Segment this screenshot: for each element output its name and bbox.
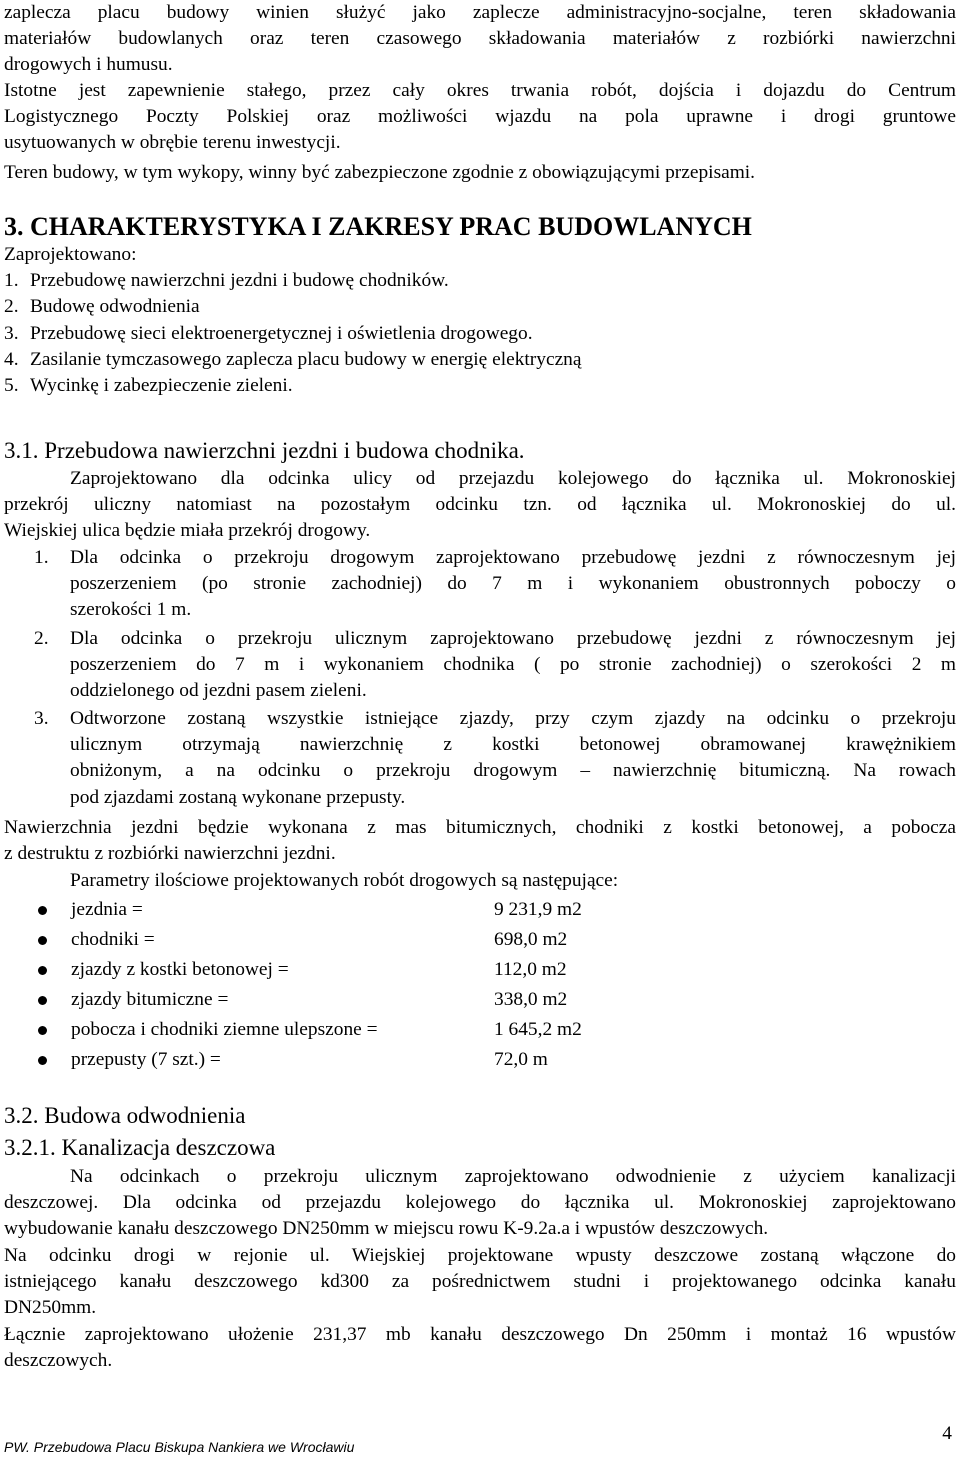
section-3-list <box>4 242 956 399</box>
point-number: 3. <box>34 708 49 729</box>
text-line: szerokości 1 m. <box>70 599 192 621</box>
text-line: Istotne jest zapewnienie stałego, przez cały okres trwania robót, dojścia i dojazdu do Centrum <box>4 80 956 101</box>
list-item <box>4 985 960 1015</box>
text-line: Dla odcinka o przekroju ulicznym zaprojektowano przebudowę jezdni z równoczesnym jej <box>70 628 956 649</box>
page-number: 4 <box>942 1423 952 1444</box>
list-item <box>4 321 956 347</box>
list-text: Budowę odwodnienia <box>30 296 200 318</box>
page-footer: PW. Przebudowa Placu Biskupa Nankiera we Wrocławiu <box>4 1439 355 1455</box>
text-line: przekrój uliczny natomiast na pozostałym odcinku tzn. od łącznika ul. Mokronoskiej do ul. <box>4 494 956 516</box>
text-line: Parametry ilościowe projektowanych robót drogowych są następujące: <box>70 870 619 891</box>
text-line: Odtworzone zostaną wszystkie istniejące zjazdy, przy czym zjazdy na odcinku o przekroju <box>70 708 956 729</box>
list-item <box>4 1015 960 1045</box>
param-label: chodniki = <box>71 929 155 950</box>
param-value: 338,0 m2 <box>494 989 568 1010</box>
text-line: DN250mm. <box>4 1297 97 1319</box>
text-line: oddzielonego od jezdni pasem zieleni. <box>70 680 367 702</box>
param-label: pobocza i chodniki ziemne ulepszone = <box>71 1019 378 1040</box>
drainage-paragraph-1 <box>4 1164 956 1243</box>
param-value: 112,0 m2 <box>494 959 567 980</box>
text-line: Łącznie zaprojektowano ułożenie 231,37 mb kanału deszczowego Dn 250mm i montaż 16 wpustów <box>4 1324 956 1345</box>
list-number: 5. <box>4 375 19 397</box>
text-line: Teren budowy, w tym wykopy, winny być zabezpieczone zgodnie z obowiązującymi przepisami. <box>4 162 756 183</box>
text-line: Zaprojektowano dla odcinka ulicy od przejazdu kolejowego do łącznika ul. Mokronoskiej <box>70 468 956 489</box>
intro-paragraph-3 <box>4 160 956 186</box>
section-3-1-intro <box>4 466 956 545</box>
point-item <box>4 545 956 624</box>
param-label: zjazdy bitumiczne = <box>71 989 229 1010</box>
drainage-paragraph-3 <box>4 1322 956 1374</box>
text-line: poszerzeniem (po stronie zachodniej) do 7 m i wykonaniem obustronnych poboczy o <box>70 573 956 595</box>
list-text: Przebudowę nawierzchni jezdni i budowę chodników. <box>30 270 449 292</box>
text-line: istniejącego kanału deszczowego kd300 za pośrednictwem studni i projektowanego odcinka kanału <box>4 1271 956 1293</box>
bullet-icon <box>38 1056 47 1065</box>
text-line: Logistycznego Poczty Polskiej oraz możliwości wjazdu na pola uprawne i drogi gruntowe <box>4 106 956 128</box>
text-line: drogowych i humusu. <box>4 54 173 76</box>
params-lead <box>4 868 956 894</box>
bullet-icon <box>38 966 47 975</box>
list-lead-text: Zaprojektowano: <box>4 244 137 265</box>
section-3-2-heading: 3.2. Budowa odwodnienia <box>4 1103 246 1128</box>
point-item <box>4 626 956 705</box>
text-line: Nawierzchnia jezdni będzie wykonana z mas bitumicznych, chodniki z kostki betonowej, a pobocza <box>4 817 956 838</box>
list-item <box>4 925 960 955</box>
text-line: Wiejskiej ulica będzie miała przekrój drogowy. <box>4 520 371 542</box>
list-item <box>4 955 960 985</box>
text-line: usytuowanych w obrębie terenu inwestycji. <box>4 132 341 154</box>
point-number: 2. <box>34 628 49 649</box>
text-line: obniżonym, a na odcinku o przekroju drogowym – nawierzchnię bitumiczną. Na rowach <box>70 760 956 782</box>
section-3-2-1-heading: 3.2.1. Kanalizacja deszczowa <box>4 1135 276 1160</box>
section-3-heading: 3. CHARAKTERYSTYKA I ZAKRESY PRAC BUDOWLANYCH <box>4 212 752 241</box>
text-line: z destruktu z rozbiórki nawierzchni jezdni. <box>4 843 336 865</box>
bullet-icon <box>38 906 47 915</box>
param-value: 9 231,9 m2 <box>494 899 582 920</box>
text-line: deszczowej. Dla odcinka od przejazdu kolejowego do łącznika ul. Mokronoskiej zaprojektowano <box>4 1192 956 1214</box>
list-text: Wycinkę i zabezpieczenie zieleni. <box>30 375 293 397</box>
param-value: 1 645,2 m2 <box>494 1019 582 1040</box>
text-line: materiałów budowlanych oraz teren czasowego składowania materiałów z rozbiórki nawierzchni <box>4 28 956 50</box>
text-line: deszczowych. <box>4 1350 113 1372</box>
list-number: 4. <box>4 348 19 370</box>
list-item <box>4 1045 960 1075</box>
text-line: pod zjazdami zostaną wykonane przepusty. <box>70 786 406 808</box>
text-line: ulicznym otrzymają nawierzchnię z kostki betonowej obramowanej krawężnikiem <box>70 734 956 756</box>
intro-paragraph-1 <box>4 0 956 79</box>
text-line: poszerzeniem do 7 m i wykonaniem chodnika ( po stronie zachodniej) o szerokości 2 m <box>70 654 956 676</box>
surface-paragraph <box>4 815 956 867</box>
list-item <box>4 373 956 399</box>
text-line: wybudowanie kanału deszczowego DN250mm w miejscu rowu K-9.2a.a i wpustów deszczowych. <box>4 1218 769 1240</box>
bullet-icon <box>38 996 47 1005</box>
bullet-icon <box>38 1026 47 1035</box>
list-item <box>4 347 956 373</box>
text-line: Dla odcinka o przekroju drogowym zaprojektowano przebudowę jezdni z równoczesnym jej <box>70 547 956 568</box>
list-item <box>4 268 956 294</box>
text-line: Na odcinkach o przekroju ulicznym zaprojektowano odwodnienie z użyciem kanalizacji <box>70 1166 956 1187</box>
point-item <box>4 706 956 811</box>
list-item <box>4 294 956 320</box>
list-text: Przebudowę sieci elektroenergetycznej i oświetlenia drogowego. <box>30 322 533 344</box>
params-list <box>4 895 960 1075</box>
drainage-paragraph-2 <box>4 1243 956 1322</box>
list-item <box>4 895 960 925</box>
param-label: zjazdy z kostki betonowej = <box>71 959 289 980</box>
param-label: przepusty (7 szt.) = <box>71 1049 221 1070</box>
param-value: 698,0 m2 <box>494 929 568 950</box>
param-value: 72,0 m <box>494 1049 548 1070</box>
list-number: 2. <box>4 296 19 318</box>
text-line: Na odcinku drogi w rejonie ul. Wiejskiej projektowane wpusty deszczowe zostaną włączone do <box>4 1245 956 1266</box>
intro-paragraph-2 <box>4 78 956 157</box>
point-number: 1. <box>34 547 49 568</box>
bullet-icon <box>38 936 47 945</box>
list-number: 3. <box>4 322 19 344</box>
param-label: jezdnia = <box>71 899 143 920</box>
list-number: 1. <box>4 270 19 292</box>
text-line: zaplecza placu budowy winien służyć jako zaplecze administracyjno-socjalne, teren składowania <box>4 2 956 23</box>
list-lead <box>4 242 956 268</box>
section-3-1-heading: 3.1. Przebudowa nawierzchni jezdni i budowa chodnika. <box>4 438 525 463</box>
list-text: Zasilanie tymczasowego zaplecza placu budowy w energię elektryczną <box>30 348 582 370</box>
